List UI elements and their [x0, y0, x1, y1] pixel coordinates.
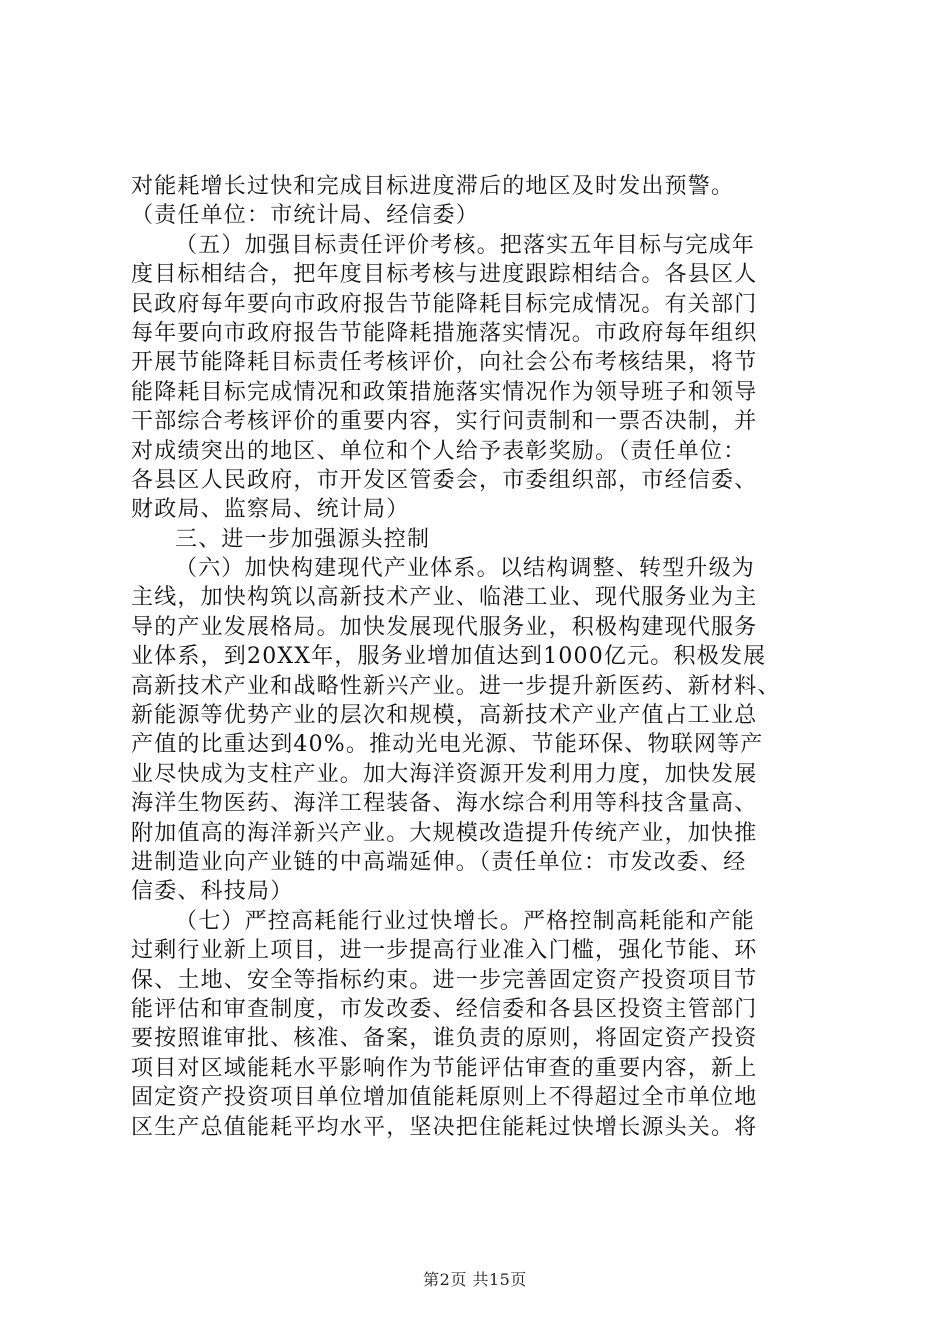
- text-line: 各县区人民政府，市开发区管委会，市委组织部，市经信委、: [131, 467, 758, 493]
- text-line: 民政府每年要向市政府报告节能降耗目标完成情况。有关部门: [131, 291, 758, 317]
- page-footer: 第2页 共15页: [423, 1270, 527, 1289]
- text-line: 对成绩突出的地区、单位和个人给予表彰奖励。（责任单位：: [131, 438, 747, 464]
- text-line: 进制造业向产业链的中高端延伸。（责任单位：市发改委、经: [131, 849, 747, 875]
- text-line: 业体系，到20XX年，服务业增加值达到1000亿元。积极发展: [131, 644, 767, 670]
- text-line: 能降耗目标完成情况和政策措施落实情况作为领导班子和领导: [131, 379, 758, 405]
- text-line: 每年要向市政府报告节能降耗措施落实情况。市政府每年组织: [131, 320, 758, 346]
- text-line: 新能源等优势产业的层次和规模，高新技术产业产值占工业总: [131, 703, 758, 729]
- text-line: （七）严控高耗能行业过快增长。严格控制高耗能和产能: [175, 908, 756, 934]
- text-line: 干部综合考核评价的重要内容，实行问责制和一票否决制，并: [131, 409, 758, 435]
- text-line: （五）加强目标责任评价考核。把落实五年目标与完成年: [175, 232, 756, 258]
- text-line: 度目标相结合，把年度目标考核与进度跟踪相结合。各县区人: [131, 262, 758, 288]
- text-line: 附加值高的海洋新兴产业。大规模改造提升传统产业，加快推: [131, 820, 758, 846]
- document-body: [131, 172, 831, 1142]
- text-line: （六）加快构建现代产业体系。以结构调整、转型升级为: [175, 556, 756, 582]
- text-line: 产值的比重达到40%。推动光电光源、节能环保、物联网等产: [131, 732, 764, 758]
- text-line: 对能耗增长过快和完成目标进度滞后的地区及时发出预警。: [131, 174, 735, 199]
- text-line: 项目对区域能耗水平影响作为节能评估审查的重要内容，新上: [131, 1055, 758, 1081]
- text-line: 海洋生物医药、海洋工程装备、海水综合利用等科技含量高、: [131, 791, 758, 817]
- text-line: 业尽快成为支柱产业。加大海洋资源开发利用力度，加快发展: [131, 761, 758, 787]
- text-line: 保、土地、安全等指标约束。进一步完善固定资产投资项目节: [131, 967, 758, 993]
- text-line: 主线，加快构筑以高新技术产业、临港工业、现代服务业为主: [131, 585, 758, 611]
- text-line: （责任单位：市统计局、经信委）: [131, 203, 480, 229]
- text-line: 信委、科技局）: [131, 879, 294, 905]
- text-line: 三、进一步加强源头控制: [175, 526, 431, 552]
- text-line: 开展节能降耗目标责任考核评价，向社会公布考核结果，将节: [131, 350, 758, 376]
- text-line: 区生产总值能耗平均水平，坚决把住能耗过快增长源头关。将: [131, 1114, 758, 1140]
- text-line: 固定资产投资项目单位增加值能耗原则上不得超过全市单位地: [131, 1085, 758, 1111]
- text-line: 高新技术产业和战略性新兴产业。进一步提升新医药、新材料、: [131, 673, 781, 699]
- text-line: 导的产业发展格局。加快发展现代服务业，积极构建现代服务: [131, 614, 758, 640]
- text-line: 过剩行业新上项目，进一步提高行业准入门槛，强化节能、环: [131, 938, 758, 964]
- text-line: 要按照谁审批、核准、备案，谁负责的原则，将固定资产投资: [131, 1026, 758, 1052]
- text-line: 能评估和审查制度，市发改委、经信委和各县区投资主管部门: [131, 996, 758, 1022]
- text-line: 财政局、监察局、统计局）: [131, 497, 410, 523]
